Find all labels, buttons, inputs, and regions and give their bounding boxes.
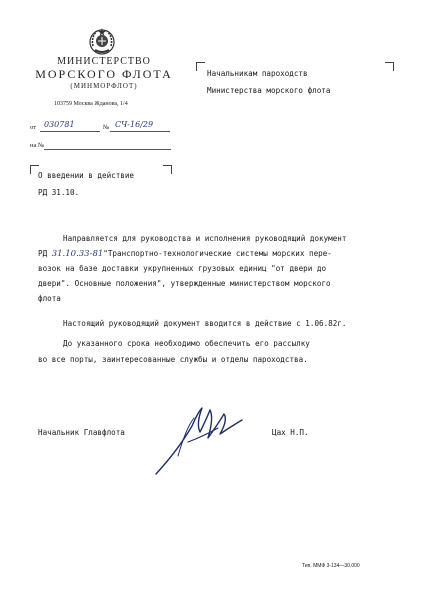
body-paragraph2: Настоящий руководящий документ вводится в действие с 1.06.82г. bbox=[63, 319, 347, 328]
reply-label: на № bbox=[30, 142, 45, 149]
date-value: 030781 bbox=[44, 120, 75, 129]
number-label: № bbox=[103, 124, 110, 131]
date-label: от bbox=[30, 124, 37, 131]
document-title-start: "Транспортно-технологические системы морских пере- bbox=[103, 249, 332, 258]
ministry-name-line2: МОРСКОГО ФЛОТА bbox=[35, 67, 173, 81]
ministry-abbreviation: (МИНМОРФЛОТ) bbox=[70, 82, 138, 90]
recipient-bracket-left bbox=[196, 62, 205, 71]
body-paragraph1-line2 bbox=[38, 246, 332, 262]
subject-line2: РД 31.10. bbox=[38, 188, 80, 197]
body-paragraph3-line1: До указанного срока необходимо обеспечить его рассылку bbox=[63, 339, 310, 348]
body-paragraph1-line5: флота bbox=[38, 294, 61, 303]
body-paragraph1-line4: двери". Основные положения", утвержденные министерством морского bbox=[38, 279, 331, 288]
subject-line1: О введении в действие bbox=[38, 171, 135, 180]
subject-bracket-right bbox=[163, 165, 172, 174]
ministry-name-line1: МИНИСТЕРСТВО bbox=[57, 56, 151, 67]
recipient-bracket-right bbox=[385, 62, 394, 71]
recipient-line1: Начальникам пароходств bbox=[207, 69, 308, 78]
ministry-address: 103759 Москва Жданова, 1/4 bbox=[54, 101, 128, 107]
print-mark: Тип. ММФ 3-134—30.000 bbox=[302, 563, 360, 569]
handwritten-signature bbox=[148, 398, 248, 478]
reply-line bbox=[44, 149, 171, 150]
recipient-line2: Министерства морского флота bbox=[207, 86, 331, 95]
body-paragraph1-line1: Направляется для руководства и исполнения руководящий документ bbox=[63, 234, 347, 243]
body-paragraph1-line3: возок на базе доставки укрупненных грузовых единиц "от двери до bbox=[38, 264, 327, 273]
signatory-title: Начальник Главфлота bbox=[38, 428, 125, 437]
body-paragraph3-line2: во все порты, заинтересованные службы и отделы пароходства. bbox=[38, 355, 308, 364]
document-number: 31.10.33-81 bbox=[51, 249, 104, 259]
number-value: СЧ-16/29 bbox=[115, 120, 154, 129]
date-line bbox=[40, 131, 100, 132]
signatory-name: Цах Н.П. bbox=[272, 428, 309, 437]
number-line bbox=[110, 131, 170, 132]
state-emblem-icon bbox=[87, 26, 117, 56]
document-prefix: РД bbox=[38, 249, 48, 258]
